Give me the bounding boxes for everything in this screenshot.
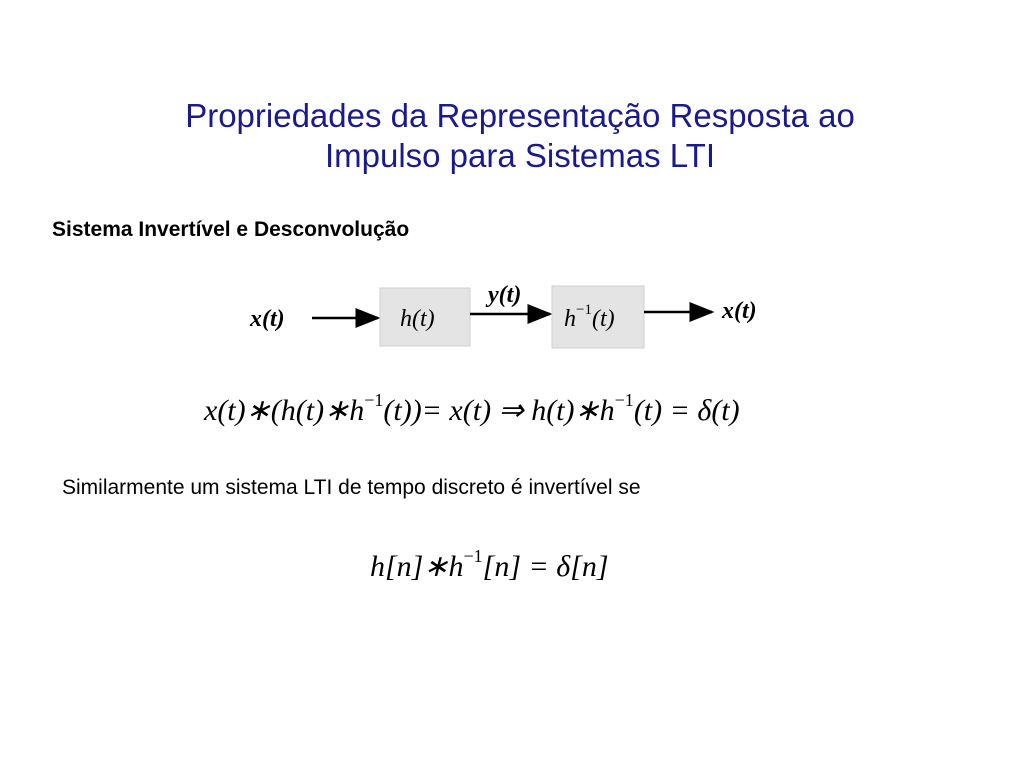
diagram-mid-signal-label: y(t) — [488, 282, 522, 308]
diagram-output-label: x(t) — [722, 298, 757, 324]
title-line-1: Propriedades da Representação Resposta ao — [185, 97, 855, 134]
section-heading: Sistema Invertível e Desconvolução — [52, 218, 410, 241]
body-text: Similarmente um sistema LTI de tempo discreto é invertível se — [62, 476, 641, 499]
block-diagram — [240, 278, 780, 352]
title-line-2: Impulso para Sistemas LTI — [324, 137, 716, 174]
slide-title — [60, 96, 980, 176]
convolution-equation — [200, 380, 840, 440]
block-h-label: h(t) — [400, 306, 435, 332]
equation2-text: $h[n]∗h^{-1}[n] = \delta[n]$ — [370, 546, 609, 583]
block-h-inverse-label: $h^{-1}(t)$ — [564, 302, 615, 332]
diagram-input-label: x(t) — [250, 306, 285, 332]
discrete-inverse-equation — [360, 538, 640, 594]
equation1-text: $x(t)∗(h(t)∗h^{-1}(t))= x(t)$ ⇒ $h(t)∗h^{-1}(t) = \delta(t)$ — [204, 390, 740, 427]
